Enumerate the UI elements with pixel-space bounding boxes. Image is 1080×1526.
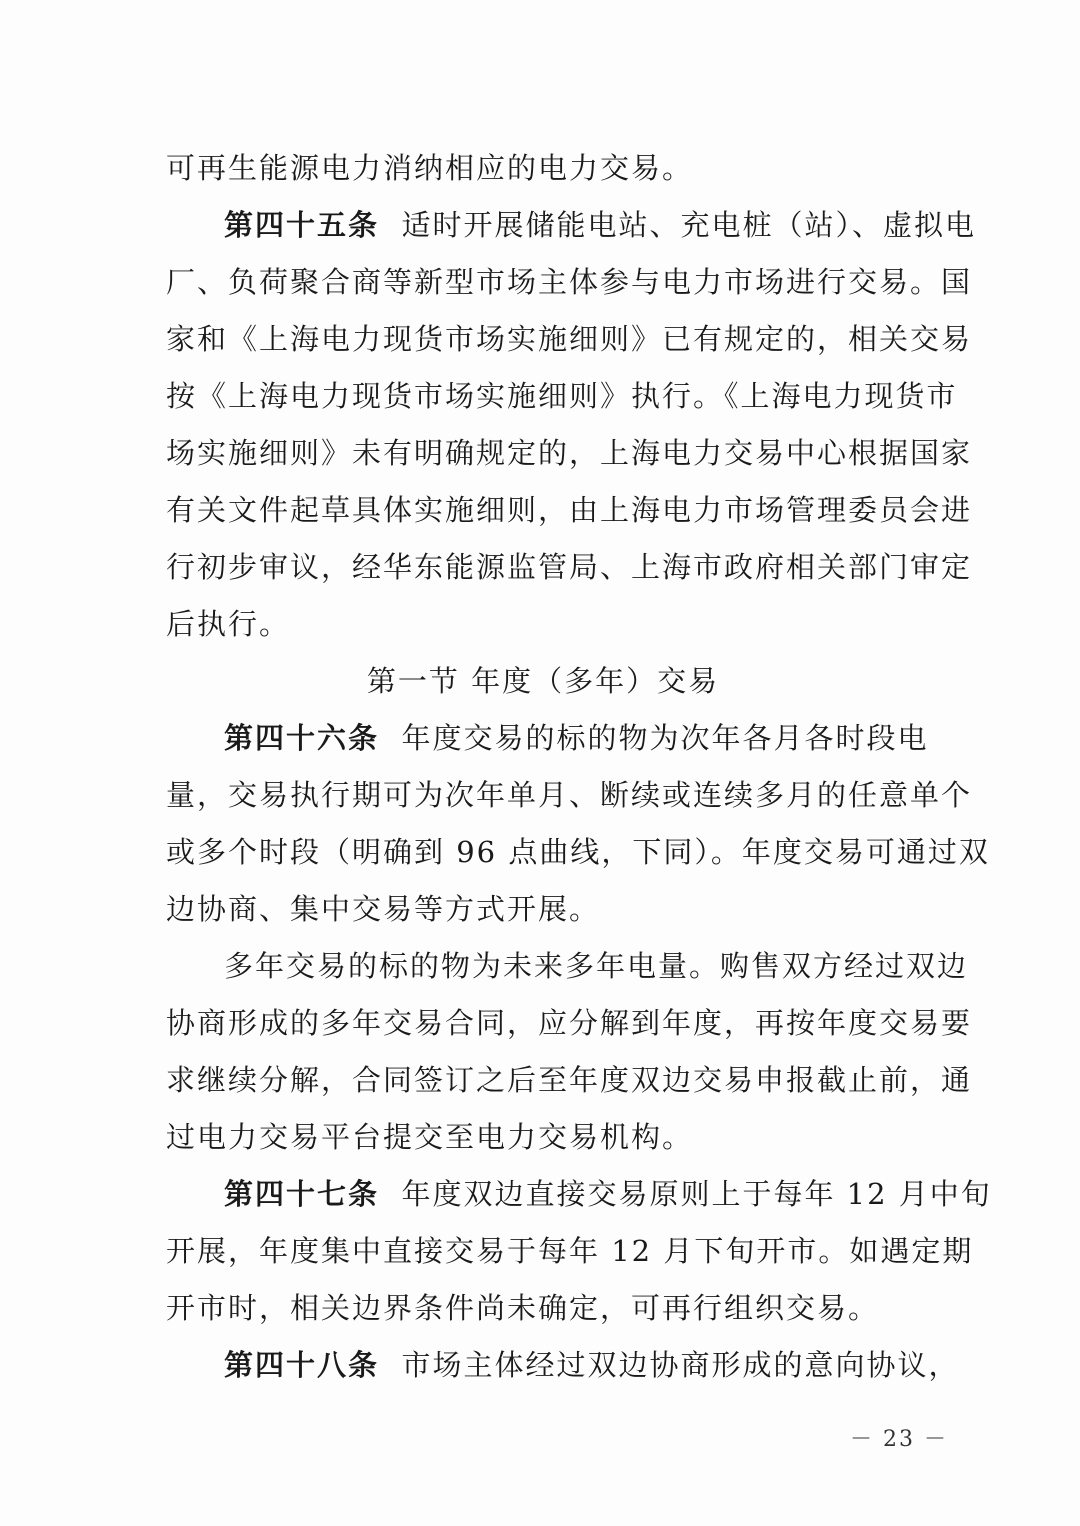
line-text: 有关文件起草具体实施细则，由上海电力市场管理委员会进: [166, 493, 973, 527]
section-heading: 第一节 年度（多年）交易: [366, 664, 720, 698]
paragraph-line: [166, 995, 973, 1052]
line-text: 求继续分解，合同签订之后至年度双边交易申报截止前，通: [166, 1063, 973, 1097]
line-text: 家和《上海电力现货市场实施细则》已有规定的，相关交易: [166, 322, 973, 356]
line-text: 开展，年度集中直接交易于每年 12 月下旬开市。如遇定期: [166, 1234, 974, 1268]
line-text: 后执行。: [166, 607, 291, 641]
line-text: 量，交易执行期可为次年单月、断续或连续多月的任意单个: [166, 778, 973, 812]
article-46-heading: 第四十六条: [224, 721, 380, 755]
article-48-line: [166, 1337, 960, 1394]
paragraph-line: [166, 425, 973, 482]
article-45-line: [166, 197, 976, 254]
paragraph-line: [166, 1109, 920, 1166]
paragraph-line: [166, 539, 973, 596]
paragraph-line: [166, 482, 973, 539]
article-47-line: [166, 1166, 992, 1223]
line-text: 场实施细则》未有明确规定的，上海电力交易中心根据国家: [166, 436, 973, 470]
line-text: 过电力交易平台提交至电力交易机构。: [166, 1120, 694, 1154]
paragraph-line: [166, 140, 920, 197]
paragraph-line: [166, 881, 920, 938]
article-48-heading: 第四十八条: [224, 1348, 380, 1382]
line-text: 适时开展储能电站、充电桩（站）、虚拟电: [401, 208, 976, 242]
document-body: [166, 140, 992, 1394]
paragraph-line: [166, 1223, 974, 1280]
paragraph-line: [166, 938, 969, 995]
line-text: 年度双边直接交易原则上于每年 12 月中旬: [401, 1177, 992, 1211]
line-text: 行初步审议，经华东能源监管局、上海市政府相关部门审定: [166, 550, 973, 584]
paragraph-line: [166, 596, 920, 653]
line-text: 年度交易的标的物为次年各月各时段电: [401, 721, 929, 755]
paragraph-line: [166, 311, 973, 368]
paragraph-line: [166, 1052, 973, 1109]
article-46-line: [166, 710, 929, 767]
line-text: 开市时，相关边界条件尚未确定，可再行组织交易。: [166, 1291, 880, 1325]
paragraph-line: [166, 767, 973, 824]
line-text: 协商形成的多年交易合同，应分解到年度，再按年度交易要: [166, 1006, 973, 1040]
line-text: 市场主体经过双边协商形成的意向协议，: [401, 1348, 960, 1382]
page-number: － 23 －: [850, 1427, 948, 1452]
paragraph-line: [166, 1280, 920, 1337]
line-text: 或多个时段（明确到 96 点曲线，下同）。年度交易可通过双: [166, 835, 990, 869]
line-text: 按《上海电力现货市场实施细则》执行。《上海电力现货市: [166, 379, 958, 413]
line-text: 边协商、集中交易等方式开展。: [166, 892, 601, 926]
paragraph-line: [166, 824, 990, 881]
paragraph-line: [166, 368, 958, 425]
article-45-heading: 第四十五条: [224, 208, 380, 242]
line-text: 可再生能源电力消纳相应的电力交易。: [166, 151, 694, 185]
line-text: 多年交易的标的物为未来多年电量。购售双方经过双边: [224, 949, 969, 983]
paragraph-line: [166, 254, 973, 311]
line-text: 厂、负荷聚合商等新型市场主体参与电力市场进行交易。国: [166, 265, 973, 299]
article-47-heading: 第四十七条: [224, 1177, 380, 1211]
